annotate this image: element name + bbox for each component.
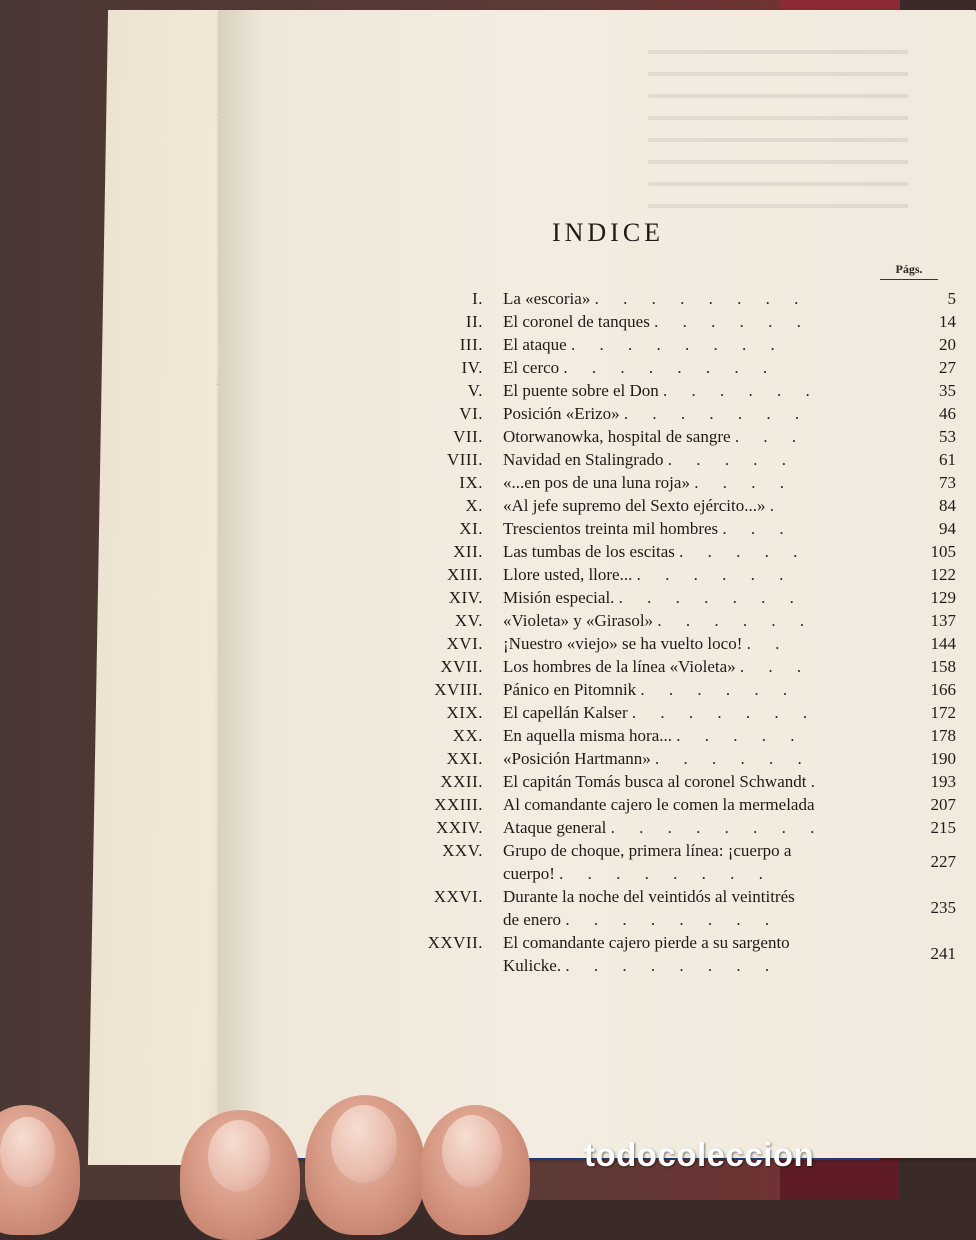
finger-1 (0, 1105, 80, 1235)
page-number: 94 (939, 519, 956, 538)
chapter-title-text: Ataque general (503, 818, 607, 837)
chapter-title (503, 885, 896, 931)
chapter-number: VI. (459, 404, 483, 423)
chapter-number: VIII. (446, 450, 483, 469)
page-number: 129 (930, 588, 956, 607)
chapter-title-text: Al comandante cajero le comen la mermelada (503, 795, 815, 814)
leader-dots: . . (746, 634, 790, 653)
chapter-number: XXII. (440, 772, 483, 791)
chapter-number: XV. (454, 611, 483, 630)
leader-dots: . (810, 772, 825, 791)
chapter-title-text: El coronel de tanques (503, 312, 650, 331)
chapter-number: X. (465, 496, 483, 515)
chapter-title (503, 632, 896, 655)
chapter-title-text: El capitán Tomás busca al coronel Schwandt (503, 772, 807, 791)
leader-dots: . . . . . (667, 450, 797, 469)
toc-entry (378, 816, 956, 839)
chapter-title-text: La «escoria» (503, 289, 591, 308)
leader-dots: . . . . . . . . (565, 956, 780, 975)
leader-dots: . . . (722, 519, 794, 538)
chapter-number: XXVII. (427, 933, 483, 952)
toc-entry (378, 609, 956, 632)
chapter-number: XIV. (448, 588, 483, 607)
chapter-title-text: «Al jefe supremo del Sexto ejército...» (503, 496, 766, 515)
leader-dots: . . . . . . (636, 565, 794, 584)
chapter-number: IV. (461, 358, 483, 377)
leader-dots: . . . (739, 657, 812, 676)
chapter-title (503, 839, 896, 885)
toc-entry (378, 747, 956, 770)
chapter-title-text: «Violeta» y «Girasol» (503, 611, 654, 630)
chapter-number: XIX. (446, 703, 483, 722)
chapter-title (503, 448, 896, 471)
chapter-title-text: Llore usted, llore... (503, 565, 633, 584)
page-number: 14 (939, 312, 956, 331)
toc-entry (378, 931, 956, 977)
page-number: 178 (930, 726, 956, 745)
chapter-title-text: Las tumbas de los escitas (503, 542, 675, 561)
page-number: 73 (939, 473, 956, 492)
toc-entry (378, 379, 956, 402)
leader-dots: . . . . . . . . (594, 289, 809, 308)
page-number: 190 (930, 749, 956, 768)
chapter-title-text: Pánico en Pitomnik (503, 680, 637, 699)
chapter-number: XVI. (446, 634, 483, 653)
chapter-title-text: En aquella misma hora... (503, 726, 673, 745)
leader-dots: . . . . . . . . (570, 335, 785, 354)
chapter-title-text: Durante la noche del veintidós al veintitrés de enero (503, 887, 795, 929)
chapter-number: XVIII. (434, 680, 483, 699)
leader-dots: . (769, 496, 784, 515)
chapter-title (503, 678, 896, 701)
chapter-title-text: Misión especial. (503, 588, 615, 607)
toc-entry (378, 839, 956, 885)
toc-entry (378, 724, 956, 747)
chapter-title (503, 724, 896, 747)
chapter-number: XXIII. (434, 795, 483, 814)
leader-dots: . . . . . . . (618, 588, 804, 607)
chapter-number: V. (467, 381, 483, 400)
page-number: 172 (930, 703, 956, 722)
toc-entry (378, 471, 956, 494)
toc-entry (378, 333, 956, 356)
chapter-title-text: El comandante cajero pierde a su sargento Kulicke. (503, 933, 790, 975)
page-number: 241 (930, 944, 956, 963)
chapter-number: XXV. (442, 841, 483, 860)
chapter-number: IX. (459, 473, 483, 492)
leader-dots: . . . . . (679, 542, 808, 561)
chapter-number: XI. (459, 519, 483, 538)
toc-entry (378, 356, 956, 379)
leader-dots: . . . . . . (657, 611, 815, 630)
chapter-title-text: Otorwanowka, hospital de sangre (503, 427, 731, 446)
chapter-title-text: ¡Nuestro «viejo» se ha vuelto loco! (503, 634, 743, 653)
chapter-number: I. (472, 289, 483, 308)
chapter-number: VII. (453, 427, 483, 446)
chapter-title (503, 563, 896, 586)
book-cover (118, 10, 956, 1160)
page-number: 20 (939, 335, 956, 354)
leader-dots: . . . . . . . (631, 703, 818, 722)
toc-entry (378, 425, 956, 448)
fingernail (442, 1115, 502, 1187)
chapter-title (503, 816, 896, 839)
chapter-title (503, 701, 896, 724)
chapter-title (503, 517, 896, 540)
finger-3 (305, 1095, 425, 1235)
page-number: 53 (939, 427, 956, 446)
chapter-title-text: Grupo de choque, primera línea: ¡cuerpo a cuerpo! (503, 841, 792, 883)
chapter-title-text: «...en pos de una luna roja» (503, 473, 690, 492)
toc-entry (378, 540, 956, 563)
chapter-title (503, 356, 896, 379)
chapter-title (503, 770, 896, 793)
chapter-title (503, 471, 896, 494)
chapter-number: XIII. (446, 565, 483, 584)
leader-dots: . . . . . . . . (559, 864, 773, 883)
chapter-title-text: Trescientos treinta mil hombres (503, 519, 719, 538)
toc-entry (378, 517, 956, 540)
chapter-title (503, 402, 896, 425)
toc-entry (378, 632, 956, 655)
chapter-number: XXVI. (433, 887, 483, 906)
toc-entry (378, 770, 956, 793)
chapter-title (503, 333, 896, 356)
chapter-title (503, 287, 896, 310)
chapter-number: XX. (452, 726, 483, 745)
pages-column-header: Págs. (880, 262, 938, 280)
fingernail (208, 1120, 270, 1192)
chapter-number: XXI. (446, 749, 483, 768)
chapter-title-text: Navidad en Stalingrado (503, 450, 664, 469)
leader-dots: . . . . . . (654, 312, 811, 331)
page-number: 158 (930, 657, 956, 676)
toc-entry (378, 494, 956, 517)
chapter-title-text: Posición «Erizo» (503, 404, 620, 423)
chapter-title-text: «Posición Hartmann» (503, 749, 651, 768)
chapter-title (503, 747, 896, 770)
page-number: 166 (930, 680, 956, 699)
page-number: 144 (930, 634, 956, 653)
page-number: 27 (939, 358, 956, 377)
chapter-number: XVII. (440, 657, 483, 676)
page-number: 137 (930, 611, 956, 630)
chapter-title (503, 609, 896, 632)
page-number: 84 (939, 496, 956, 515)
chapter-title (503, 310, 896, 333)
chapter-title-text: El puente sobre el Don (503, 381, 659, 400)
page-number: 46 (939, 404, 956, 423)
chapter-title (503, 931, 896, 977)
fingernail (331, 1105, 397, 1183)
chapter-title (503, 793, 896, 816)
table-of-contents (378, 287, 956, 977)
leader-dots: . . . . . . . (623, 404, 810, 423)
fingernail (0, 1117, 55, 1187)
page-number: 207 (930, 795, 956, 814)
finger-2 (180, 1110, 300, 1240)
finger-4 (420, 1105, 530, 1235)
toc-entry (378, 678, 956, 701)
index-title: INDICE (551, 218, 665, 247)
leader-dots: . . . . . . (655, 749, 812, 768)
leader-dots: . . . (734, 427, 807, 446)
page-number: 193 (930, 772, 956, 791)
watermark: todocoleccion (584, 1136, 815, 1173)
toc-entry (378, 287, 956, 310)
chapter-number: XII. (453, 542, 483, 561)
chapter-title (503, 655, 896, 678)
page-number: 5 (947, 289, 956, 308)
toc-entry (378, 563, 956, 586)
page-number: 35 (939, 381, 956, 400)
toc-entry (378, 402, 956, 425)
chapter-title-text: El ataque (503, 335, 567, 354)
chapter-title-text: El cerco (503, 358, 560, 377)
chapter-number: III. (459, 335, 483, 354)
chapter-title (503, 425, 896, 448)
leader-dots: . . . . . . . . (565, 910, 780, 929)
chapter-title (503, 540, 896, 563)
toc-entry (378, 793, 956, 816)
index-page (218, 10, 976, 1158)
toc-entry (378, 885, 956, 931)
leader-dots: . . . . . (676, 726, 805, 745)
page-number: 227 (930, 852, 956, 871)
chapter-title (503, 586, 896, 609)
toc-entry (378, 586, 956, 609)
chapter-title-text: Los hombres de la línea «Violeta» (503, 657, 736, 676)
toc-entry (378, 701, 956, 724)
chapter-title (503, 379, 896, 402)
toc-entry (378, 310, 956, 333)
toc-entry (378, 448, 956, 471)
chapter-title-text: El capellán Kalser (503, 703, 628, 722)
chapter-number: II. (465, 312, 483, 331)
leader-dots: . . . . . . . . (610, 818, 825, 837)
chapter-title (503, 494, 896, 517)
page-number: 215 (930, 818, 956, 837)
page-number: 105 (930, 542, 956, 561)
leader-dots: . . . . . . (663, 381, 820, 400)
leader-dots: . . . . . . (640, 680, 798, 699)
leader-dots: . . . . . . . . (563, 358, 778, 377)
page-number: 235 (930, 898, 956, 917)
chapter-number: XXIV. (435, 818, 483, 837)
page-number: 61 (939, 450, 956, 469)
page-number: 122 (930, 565, 956, 584)
toc-entry (378, 655, 956, 678)
show-through-text (648, 50, 908, 220)
leader-dots: . . . . (694, 473, 794, 492)
